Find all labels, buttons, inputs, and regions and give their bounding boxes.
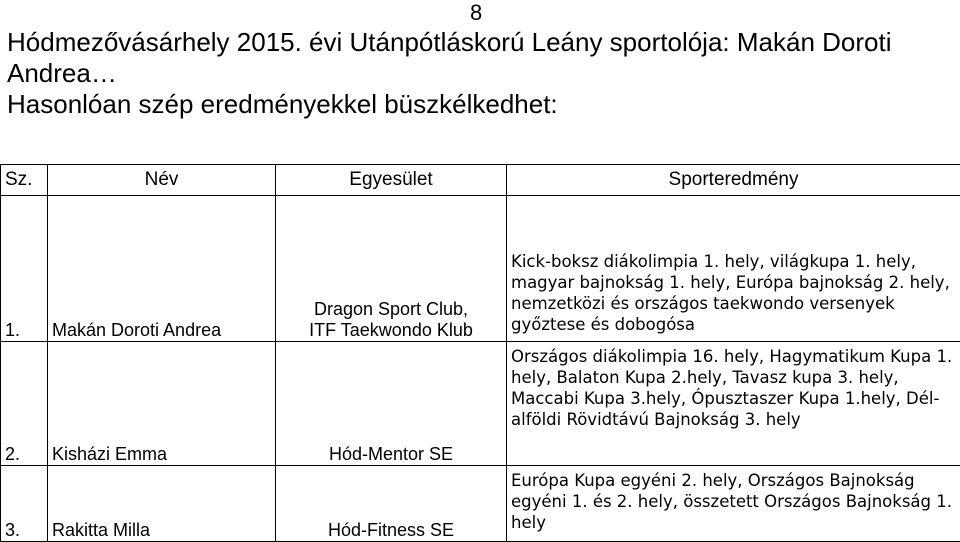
club-name — [276, 196, 507, 342]
sport-result: Kick-boksz diákolimpia 1. hely, világkupa 1. hely, magyar bajnokság 1. hely, Európa bajnokság 2. hely, nemzetközi és országos taekwondo versenyek győztese és dobogósa — [507, 196, 960, 342]
club-line-1: Hód-Mentor SE — [280, 444, 502, 465]
athlete-name: Rakitta Milla — [48, 466, 276, 542]
club-line-1: Hód-Fitness SE — [280, 520, 502, 541]
heading-line-1: Hódmezővásárhely 2015. évi Utánpótláskorú Leány sportolója: Makán Doroti Andrea… — [7, 27, 952, 89]
heading-line-2: Hasonlóan szép eredményekkel büszkélkedhet: — [7, 89, 952, 120]
table-row — [1, 466, 960, 542]
table-header-row — [1, 165, 960, 196]
sport-result: Európa Kupa egyéni 2. hely, Országos Bajnokság egyéni 1. és 2. hely, összetett Országos Bajnokság 1. hely — [507, 466, 960, 542]
header-club: Egyesület — [276, 165, 507, 196]
row-number: 1. — [1, 196, 48, 342]
athlete-name: Kisházi Emma — [48, 342, 276, 466]
club-name — [276, 466, 507, 542]
row-number: 3. — [1, 466, 48, 542]
club-line-2: ITF Taekwondo Klub — [280, 320, 502, 341]
club-name — [276, 342, 507, 466]
page-number: 8 — [470, 0, 482, 26]
header-name: Név — [48, 165, 276, 196]
sport-result: Országos diákolimpia 16. hely, Hagymatikum Kupa 1. hely, Balaton Kupa 2.hely, Tavasz kupa 3. hely, Maccabi Kupa 3.hely, Ópusztaszer Kupa 1.hely, Dél-alföldi Rövidtávú Bajnokság 3. hely — [507, 342, 960, 466]
document-heading — [7, 27, 952, 120]
table-row — [1, 196, 960, 342]
athlete-name: Makán Doroti Andrea — [48, 196, 276, 342]
table-row — [1, 342, 960, 466]
results-table — [0, 164, 960, 542]
row-number: 2. — [1, 342, 48, 466]
header-number: Sz. — [1, 165, 48, 196]
header-result: Sporteredmény — [507, 165, 960, 196]
club-line-1: Dragon Sport Club, — [280, 299, 502, 320]
